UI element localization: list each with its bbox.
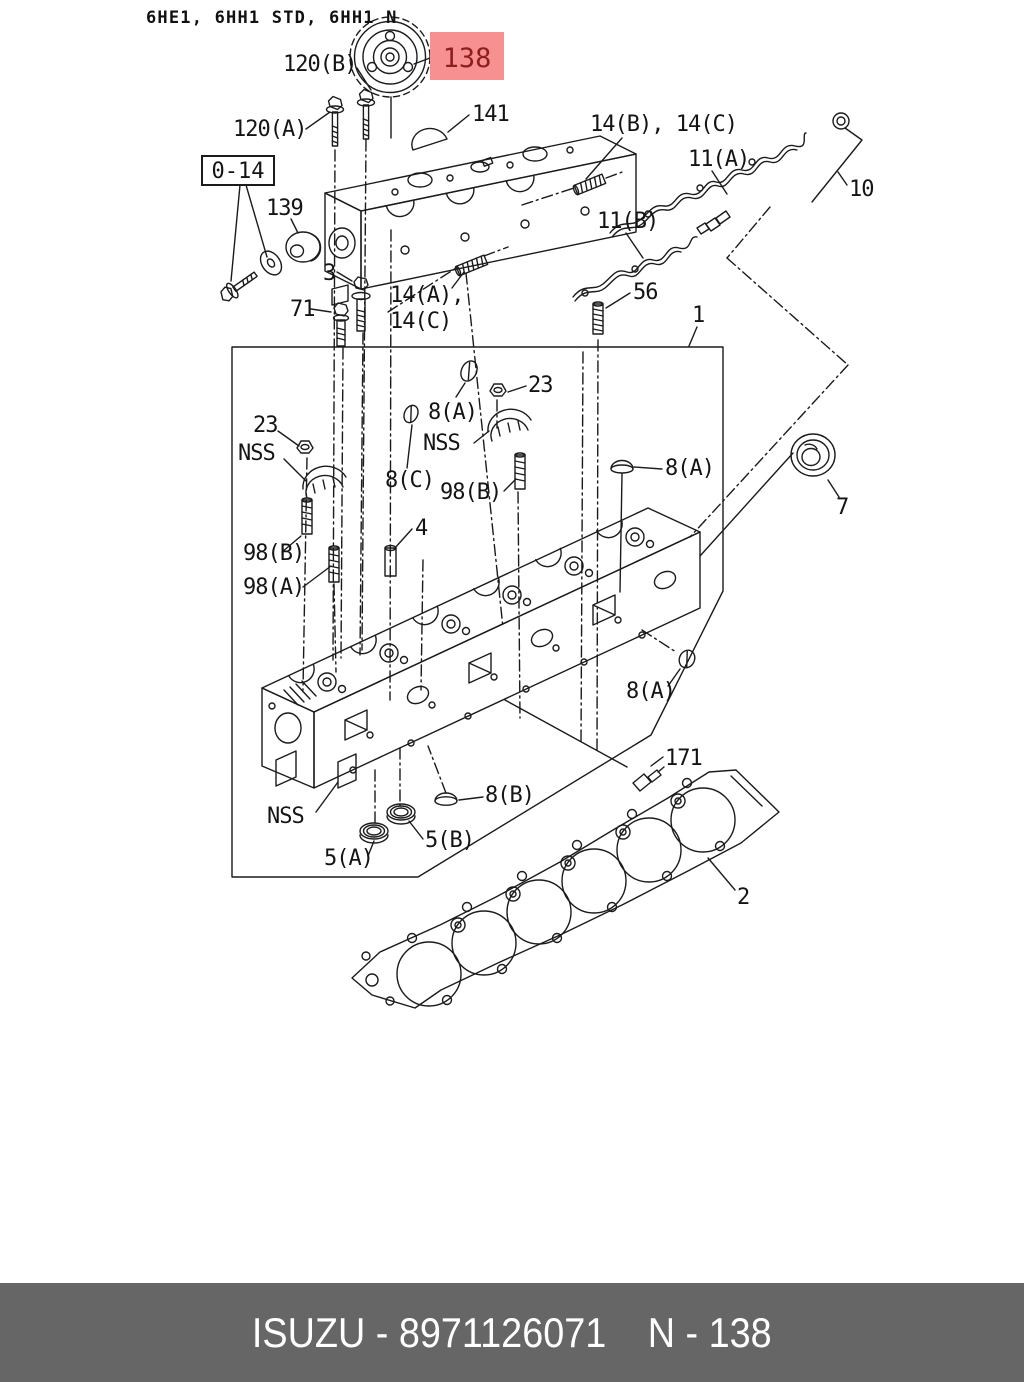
part-label-3: 3 xyxy=(323,261,336,286)
part-label-1: 1 xyxy=(692,303,705,328)
part-label-4: 4 xyxy=(415,516,428,541)
part-label-8b: 8(B) xyxy=(485,783,534,808)
bolt-120a xyxy=(327,97,344,147)
part-label-120a: 120(A) xyxy=(233,117,307,142)
cap-141 xyxy=(412,129,447,150)
part-label-23-left: 23 xyxy=(253,413,278,438)
part-label-nss-bottom: NSS xyxy=(267,804,304,829)
part-label-nss-right: NSS xyxy=(423,431,460,456)
part-label-8a-right: 8(A) xyxy=(665,456,714,481)
cylinder-head-illustration xyxy=(262,508,700,788)
part-label-8a-bottom: 8(A) xyxy=(626,679,675,704)
seal-7 xyxy=(791,434,835,476)
part-label-14bc: 14(B), 14(C) xyxy=(590,112,737,137)
part-label-5a: 5(A) xyxy=(324,846,373,871)
leader-lines xyxy=(231,58,847,890)
part-label-98b-left: 98(B) xyxy=(243,541,305,566)
part-label-8a-top: 8(A) xyxy=(428,400,477,425)
stud-98b-left xyxy=(302,498,312,534)
valve-cap-nss-right xyxy=(488,409,531,441)
stud-98b-right xyxy=(515,453,525,489)
oring-8c xyxy=(401,403,420,425)
bolt-71 xyxy=(334,303,349,346)
footer-bar xyxy=(0,1283,1024,1382)
nut-23-right xyxy=(490,384,506,396)
oring-8a-bottom xyxy=(676,648,697,671)
part-label-7: 7 xyxy=(836,495,849,520)
part-label-14ac-line1: 14(A), xyxy=(390,283,464,308)
part-label-14ac-line2: 14(C) xyxy=(390,309,452,334)
part-label-nss-left: NSS xyxy=(238,441,275,466)
cap-8b xyxy=(435,793,457,805)
part-label-98b-right: 98(B) xyxy=(440,480,502,505)
part-label-23-right: 23 xyxy=(528,373,553,398)
part-label-5b: 5(B) xyxy=(425,828,474,853)
valve-cap-nss-left xyxy=(303,466,346,498)
footer-part-number: ISUZU - 8971126071 xyxy=(252,1308,607,1356)
cap-8a-right xyxy=(611,461,633,474)
part-label-71: 71 xyxy=(290,297,315,322)
part-label-11b: 11(B) xyxy=(597,209,659,234)
head-gasket-illustration xyxy=(352,770,779,1008)
part-label-11a: 11(A) xyxy=(688,147,750,172)
bolt-171 xyxy=(633,767,664,791)
part-label-10: 10 xyxy=(849,177,874,202)
bolt-120b xyxy=(358,90,375,140)
bolt-0-14 xyxy=(217,267,261,305)
nut-23-left xyxy=(297,441,313,453)
footer-page-ref: N - 138 xyxy=(647,1308,772,1356)
part-label-141: 141 xyxy=(472,102,509,127)
seal-5a xyxy=(360,823,388,843)
part-label-120b: 120(B) xyxy=(283,52,357,77)
part-label-139: 139 xyxy=(266,196,303,221)
part-label-8c: 8(C) xyxy=(385,468,434,493)
part-label-98a: 98(A) xyxy=(243,575,305,600)
part-label-171: 171 xyxy=(665,746,702,771)
reference-box-label: 0-14 xyxy=(211,159,265,184)
idler-gear-illustration xyxy=(350,17,430,138)
part-label-2: 2 xyxy=(737,885,750,910)
cam-carrier-illustration xyxy=(325,136,636,305)
part-label-56: 56 xyxy=(633,280,658,305)
diagram-header: 6HE1, 6HH1 STD, 6HH1 N xyxy=(146,8,398,28)
washer-0-14 xyxy=(256,247,286,279)
stud-14b xyxy=(572,174,605,195)
grommet-139 xyxy=(286,232,321,262)
stud-56 xyxy=(593,302,603,334)
highlighted-part-label[interactable]: 138 xyxy=(442,43,492,74)
seal-5b xyxy=(387,804,415,824)
